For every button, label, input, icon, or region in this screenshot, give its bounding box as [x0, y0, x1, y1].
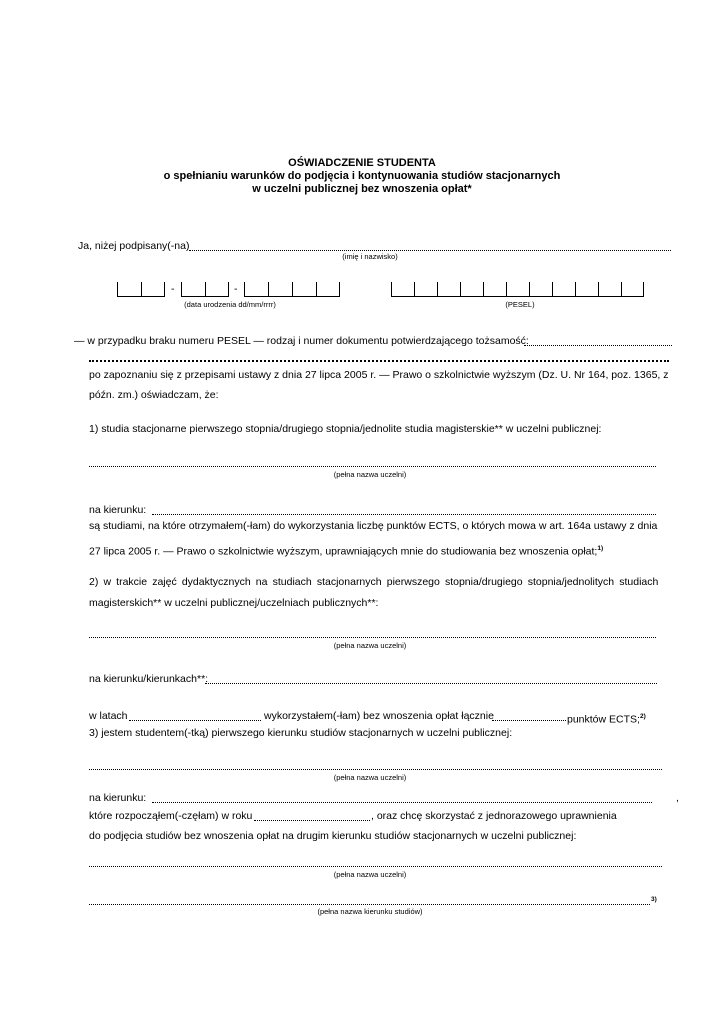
dob-separator: -: [171, 283, 175, 295]
name-field[interactable]: [189, 250, 671, 251]
section3-intend-text: , oraz chcę skorzystać z jednorazowego uprawnienia: [371, 810, 617, 822]
section2-ects-input[interactable]: [492, 720, 566, 721]
section1-university-caption: (pełna nazwa uczelni): [333, 470, 407, 479]
id-document-label: — w przypadku braku numeru PESEL — rodzaj i numer dokumentu potwierdzającego tożsamość:: [74, 335, 529, 347]
section3-year-input[interactable]: [254, 820, 370, 821]
section2-years-input[interactable]: [129, 720, 261, 721]
section3-university-field[interactable]: [89, 769, 662, 770]
section3-heading: 3) jestem studentem(-tką) pierwszego kierunku studiów stacjonarnych w uczelni publicznej:: [89, 727, 513, 739]
section1-field-label: na kierunku:: [89, 504, 147, 516]
pesel-caption: (PESEL): [505, 300, 535, 309]
section3-university-caption: (pełna nazwa uczelni): [333, 773, 407, 782]
name-caption: (imię i nazwisko): [342, 252, 398, 261]
document-subtitle-line1: o spełnianiu warunków do podjęcia i kontynuowania studiów stacjonarnych: [163, 170, 561, 182]
section3-started-label: które rozpocząłem(-częłam) w roku: [89, 810, 253, 822]
section3-field-input[interactable]: [152, 802, 652, 803]
dob-month-boxes[interactable]: [181, 282, 229, 297]
id-document-field[interactable]: [524, 345, 672, 346]
section2-points-label: punktów ECTS;$^{2)}$: [567, 713, 646, 726]
section2-university-caption: (pełna nazwa uczelni): [333, 641, 407, 650]
section3-field-of-study-input[interactable]: [89, 904, 650, 905]
section2-field-label: na kierunku/kierunkach**:: [89, 673, 209, 685]
section1-field-input[interactable]: [152, 514, 656, 515]
section2-line1: 2) w trakcie zajęć dydaktycznych na studiach stacjonarnych pierwszego stopnia/drugiego stopnia/jednolitych studiach: [89, 576, 659, 588]
footnote-2: 2): [639, 713, 646, 720]
id-document-field-continued[interactable]: [89, 360, 669, 362]
intro-line2: późn. zm.) oświadczam, że:: [89, 389, 219, 401]
section1-heading: 1) studia stacjonarne pierwszego stopnia/drugiego stopnia/jednolite studia magisterskie** w uczelni publicznej:: [89, 423, 602, 435]
section2-used-text: wykorzystałem(-łam) bez wnoszenia opłat łącznie: [264, 710, 494, 722]
section1-ects-line1: są studiami, na które otrzymałem(-łam) do wykorzystania liczbę punktów ECTS, o których mowa w art. 164a ustawy z dnia: [89, 520, 658, 532]
document-subtitle-line2: w uczelni publicznej bez wnoszenia opłat*: [252, 183, 472, 195]
document-title: OŚWIADCZENIE STUDENTA: [288, 157, 436, 169]
intro-line1: po zapoznaniu się z przepisami ustawy z dnia 27 lipca 2005 r. — Prawo o szkolnictwie wyższym (Dz. U. Nr 164, poz. 1365, z: [89, 369, 669, 381]
dob-year-boxes[interactable]: [244, 282, 340, 297]
section3-second-university-caption: (pełna nazwa uczelni): [333, 870, 407, 879]
section2-line2: magisterskich** w uczelni publicznej/uczelniach publicznych**:: [89, 597, 379, 609]
section3-field-label: na kierunku:: [89, 792, 147, 804]
pesel-boxes[interactable]: [391, 282, 644, 297]
footnote-1: 1): [597, 545, 604, 552]
section1-university-field[interactable]: [89, 466, 656, 467]
section3-second-university-field[interactable]: [89, 866, 662, 867]
section2-years-label: w latach: [89, 710, 128, 722]
section3-field-of-study-caption: (pełna nazwa kierunku studiów): [317, 907, 423, 916]
footnote-3: 3): [651, 896, 657, 903]
declarant-prefix: Ja, niżej podpisany(-na): [78, 240, 190, 252]
dob-day-boxes[interactable]: [117, 282, 165, 297]
dob-separator: -: [234, 283, 238, 295]
section1-ects-line2: 27 lipca 2005 r. — Prawo o szkolnictwie wyższym, uprawniających mnie do studiowania bez wnoszenia opłat;$^{1)}$: [89, 545, 604, 558]
section2-university-field[interactable]: [89, 637, 656, 638]
dob-caption: (data urodzenia dd/mm/rrrr): [184, 300, 276, 309]
section2-field-input[interactable]: [205, 683, 657, 684]
section3-second-line: do podjęcia studiów bez wnoszenia opłat na drugim kierunku studiów stacjonarnych w uczelni publicznej:: [89, 830, 577, 842]
section3-comma: ,: [676, 792, 679, 804]
